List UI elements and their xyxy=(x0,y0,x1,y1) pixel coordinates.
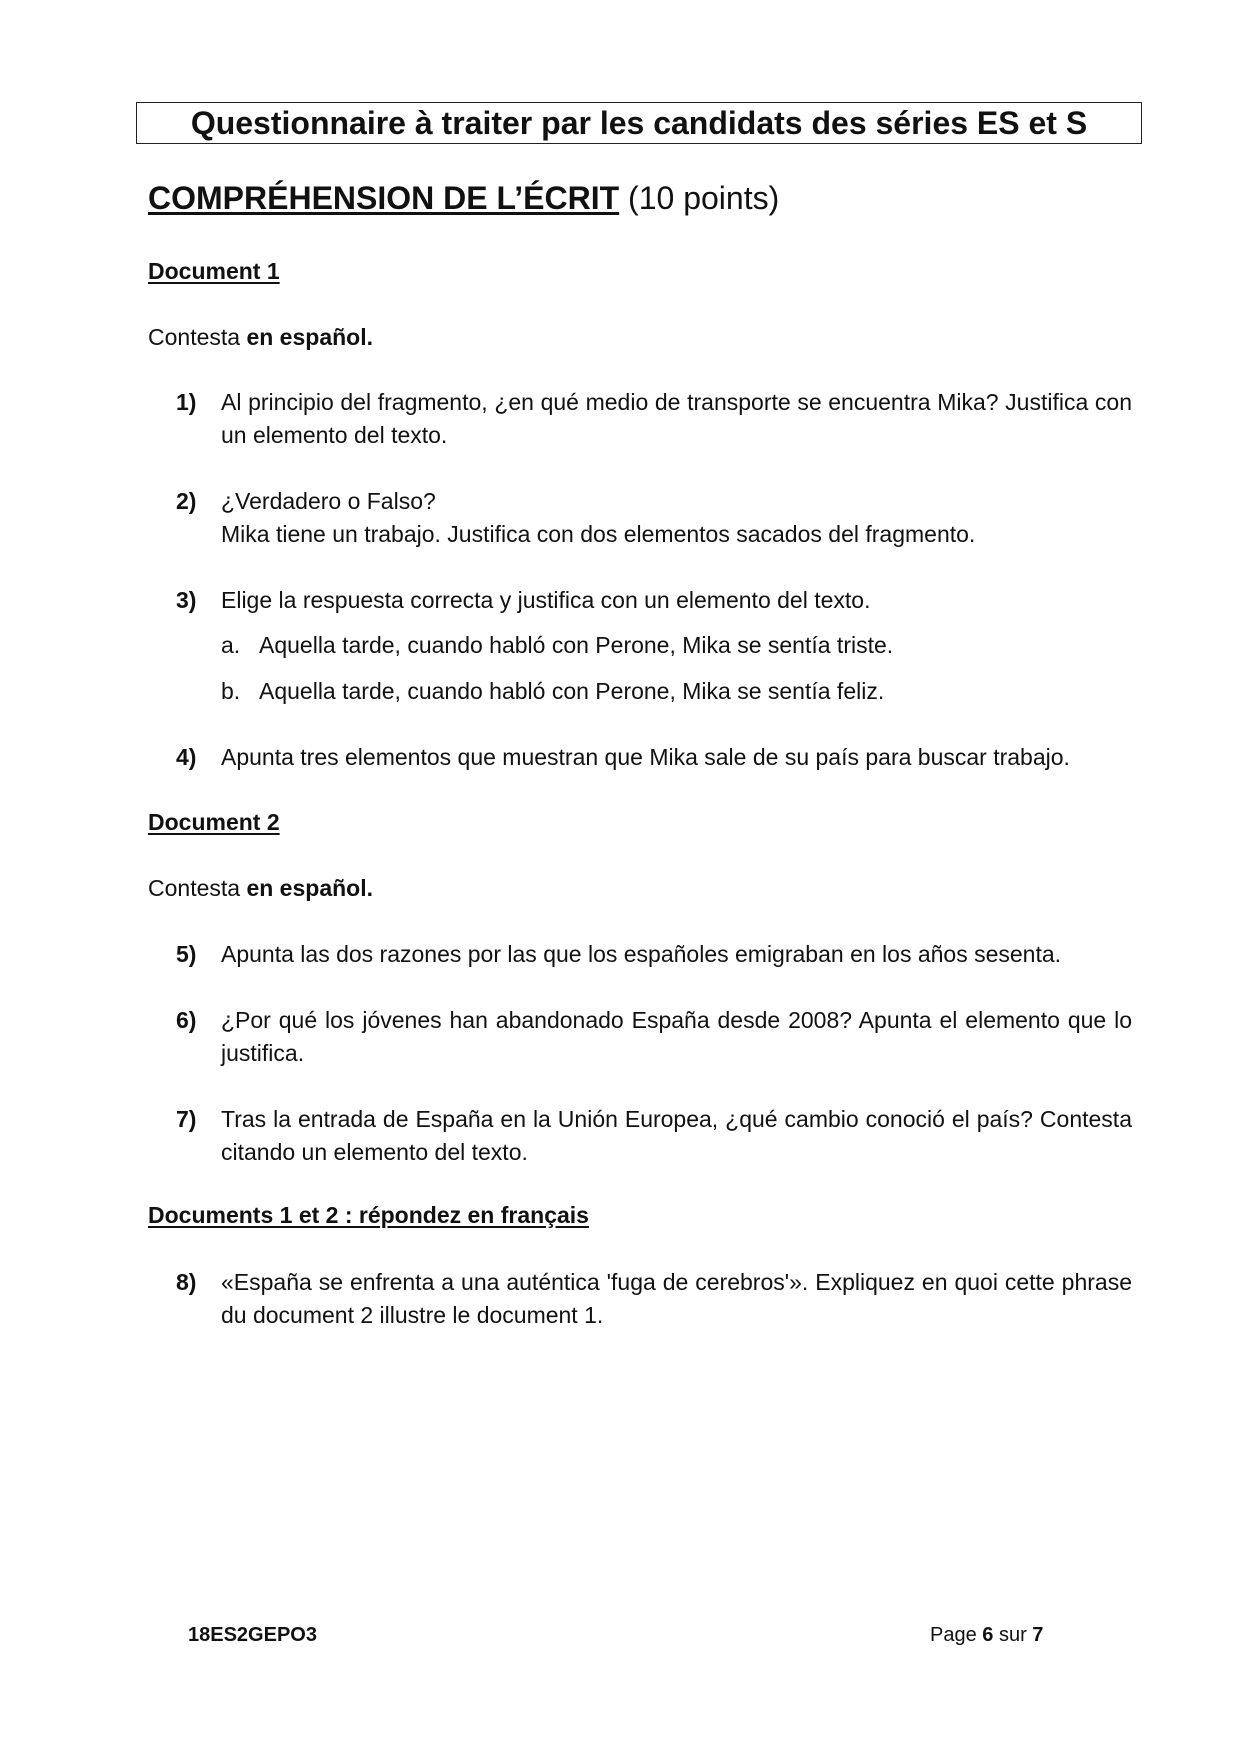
page-total: 7 xyxy=(1032,1624,1044,1646)
question-text: Tras la entrada de España en la Unión Europea, ¿qué cambio conoció el país? Contesta citando un elemento del texto. xyxy=(221,1106,1132,1165)
document-1-heading: Document 1 xyxy=(148,258,280,284)
question-7 xyxy=(176,1103,1132,1169)
page-current: 6 xyxy=(982,1624,994,1646)
question-text: Apunta tres elementos que muestran que Mika sale de su país para buscar trabajo. xyxy=(221,744,1070,770)
section-heading xyxy=(148,178,779,218)
question-5 xyxy=(176,938,1132,971)
document-2-instruction xyxy=(148,873,373,903)
page-middle: sur xyxy=(993,1624,1033,1646)
question-number: 1) xyxy=(176,389,197,415)
question-2 xyxy=(176,485,1132,551)
instruction-emphasis: en español. xyxy=(246,875,373,901)
section-points: (10 points) xyxy=(628,180,780,216)
question-3-option-b xyxy=(221,675,884,708)
question-number: 3) xyxy=(176,587,197,613)
question-6 xyxy=(176,1004,1132,1070)
question-number: 7) xyxy=(176,1106,197,1132)
page-prefix: Page xyxy=(930,1624,983,1646)
question-text: ¿Por qué los jóvenes han abandonado España desde 2008? Apunta el elemento que lo justifica. xyxy=(221,1007,1132,1066)
question-text: Apunta las dos razones por las que los españoles emigraban en los años sesenta. xyxy=(221,941,1062,967)
question-4 xyxy=(176,741,1132,774)
instruction-prefix: Contesta xyxy=(148,875,247,901)
question-number: 2) xyxy=(176,488,197,514)
question-8 xyxy=(176,1266,1132,1332)
documents-1-2-heading: Documents 1 et 2 : répondez en français xyxy=(148,1202,589,1228)
question-text: Mika tiene un trabajo. Justifica con dos elementos sacados del fragmento. xyxy=(221,521,976,547)
question-number: 6) xyxy=(176,1007,197,1033)
option-letter: a. xyxy=(221,632,241,658)
question-3 xyxy=(176,584,1132,617)
instruction-prefix: Contesta xyxy=(148,324,247,350)
page-title: Questionnaire à traiter par les candidats des séries ES et S xyxy=(136,102,1142,144)
exam-code: 18ES2GEPO3 xyxy=(188,1624,317,1646)
document-1-instruction xyxy=(148,322,373,352)
question-text: «España se enfrenta a una auténtica 'fuga de cerebros'». Expliquez en quoi cette phrase du document 2 illustre le document 1. xyxy=(221,1269,1132,1328)
question-text: Elige la respuesta correcta y justifica con un elemento del texto. xyxy=(221,587,871,613)
question-number: 5) xyxy=(176,941,197,967)
question-number: 4) xyxy=(176,744,197,770)
option-text: Aquella tarde, cuando habló con Perone, Mika se sentía triste. xyxy=(259,632,894,658)
question-1 xyxy=(176,386,1132,452)
question-number: 8) xyxy=(176,1269,197,1295)
question-text: ¿Verdadero o Falso? xyxy=(221,488,436,514)
document-2-heading: Document 2 xyxy=(148,809,280,835)
option-text: Aquella tarde, cuando habló con Perone, Mika se sentía feliz. xyxy=(259,678,885,704)
instruction-emphasis: en español. xyxy=(246,324,373,350)
section-heading-title: COMPRÉHENSION DE L’ÉCRIT xyxy=(148,180,620,216)
question-3-option-a xyxy=(221,629,893,662)
page-number xyxy=(930,1622,1043,1648)
option-letter: b. xyxy=(221,678,241,704)
question-text: Al principio del fragmento, ¿en qué medio de transporte se encuentra Mika? Justifica con un elemento del texto. xyxy=(221,389,1132,448)
